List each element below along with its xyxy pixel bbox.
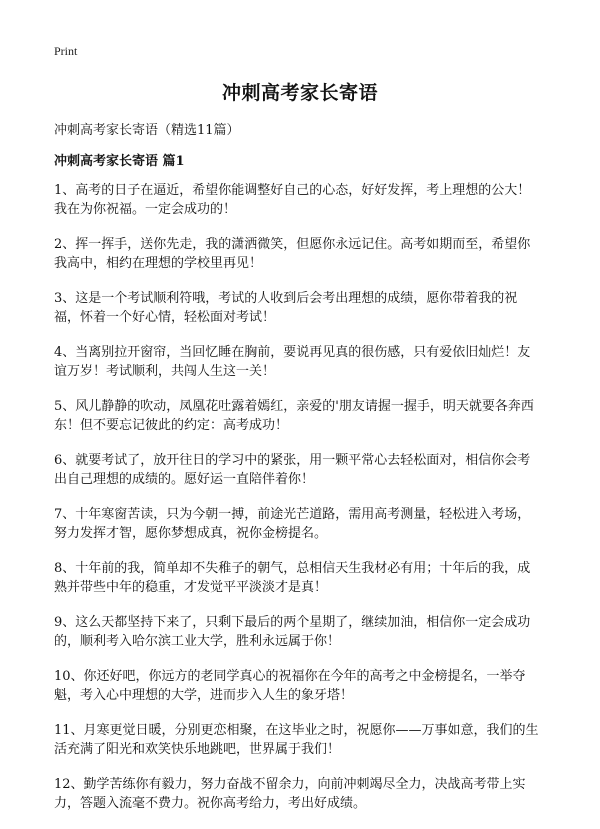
document-subtitle: 冲刺高考家长寄语（精选11篇）: [54, 123, 240, 138]
entry-3: 3、这是一个考试顺利符哦，考试的人收到后会考出理想的成绩，愿你带着我的祝福，怀着一个好心情，轻松面对考试！: [54, 291, 518, 325]
entry-6: 6、就要考试了，放开往日的学习中的紧张，用一颗平常心去轻松面对，相信你会考出自己理想的成绩的。愿好运一直陪伴着你！: [54, 453, 531, 487]
entry-7: 7、十年寒窗苦读，只为今朝一搏，前途光芒道路，需用高考测量，轻松进入考场，努力发挥才智，愿你梦想成真，祝你金榜提名。: [54, 507, 531, 541]
entry-9: 9、这么天都坚持下来了，只剩下最后的两个星期了，继续加油，相信你一定会成功的，顺利考入哈尔滨工业大学，胜利永远属于你！: [54, 615, 531, 649]
entry-5: 5、风儿静静的吹动，凤凰花吐露着嫣红，亲爱的'朋友请握一握手，明天就要各奔西东！但不要忘记彼此的约定：高考成功！: [54, 399, 534, 433]
entry-2: 2、挥一挥手，送你先走，我的潇洒微笑，但愿你永远记住。高考如期而至，希望你我高中，相约在理想的学校里再见！: [54, 237, 531, 271]
document-title: 冲刺高考家长寄语: [221, 82, 378, 104]
section-heading: 冲刺高考家长寄语 篇1: [54, 154, 185, 169]
print-link[interactable]: Print: [54, 44, 78, 58]
entry-8: 8、十年前的我，简单却不失稚子的朝气，总相信天生我材必有用；十年后的我，成熟并带些中年的稳重，才发觉平平淡淡才是真！: [54, 561, 531, 595]
entry-10: 10、你还好吧，你远方的老同学真心的祝福你在今年的高考之中金榜提名，一举夺魁，考入心中理想的大学，进而步入人生的象牙塔！: [54, 669, 526, 703]
entry-4: 4、当离别拉开窗帘，当回忆睡在胸前，要说再见真的很伤感，只有爱依旧灿烂！友谊万岁！考试顺利，共闯人生这一关！: [54, 345, 531, 379]
entry-11: 11、月寒更觉日暖，分别更恋相聚，在这毕业之时，祝愿你——万事如意，我们的生活充满了阳光和欢笑快乐地跳吧，世界属于我们！: [54, 723, 539, 757]
entry-1: 1、高考的日子在逼近，希望你能调整好自己的心态，好好发挥，考上理想的公大！我在为你祝福。一定会成功的！: [54, 183, 531, 217]
entry-12: 12、勤学苦练你有毅力，努力奋战不留余力，向前冲刺竭尽全力，决战高考带上实力，答题入流毫不费力。祝你高考给力，考出好成绩。: [54, 777, 526, 811]
entry-list: [54, 181, 542, 829]
